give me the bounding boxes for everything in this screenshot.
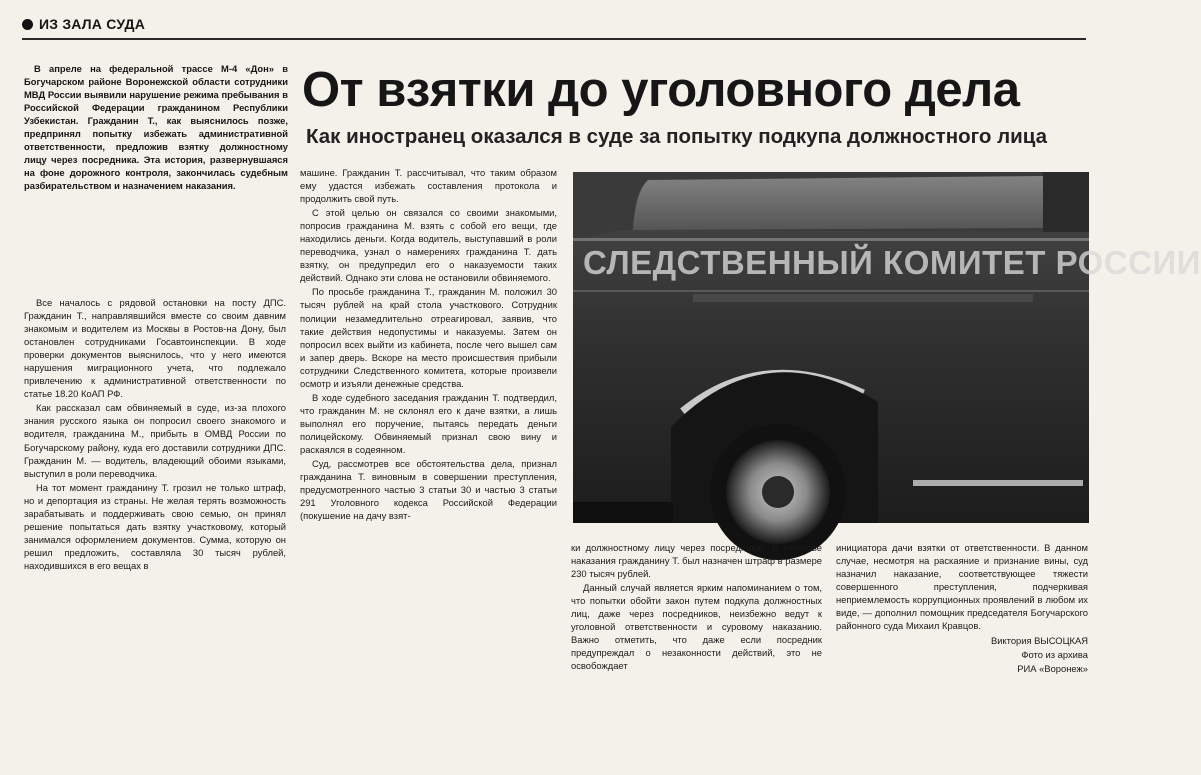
author-signature: Виктория ВЫСОЦКАЯ [990,635,1088,647]
column-3 [571,541,822,673]
column-2 [300,166,557,523]
paragraph: Все началось с рядовой остановки на посту ДПС. Гражданин Т., направлявшийся вместе со своим давним знакомым и водителем из Москвы в Ростов-на Дону, был остановлен сотрудниками Госавтоинспекции. В ходе проверки документов выяснилось, что у него имеются нарушения миграционного учета, что подлежало привлечению к административной ответственности по статье 18.20 КоАП РФ. [24,297,286,400]
vehicle-lettering: СЛЕДСТВЕННЫЙ КОМИТЕТ РОССИИ [583,244,1201,281]
photo-credit-source: РИА «Воронеж» [1017,663,1088,675]
article-subtitle: Как иностранец оказался в суде за попытку подкупа должностного лица [306,125,1047,148]
column-1 [24,296,286,573]
photo-credit: Фото из архива [1021,649,1088,661]
rubric-divider [22,38,1086,40]
rubric-label: ИЗ ЗАЛА СУДА [39,16,146,32]
article-title: От взятки до уголовного дела [302,63,1020,117]
paragraph: машине. Гражданин Т. рассчитывал, что таким образом ему удастся избежать составления протокола и продолжить свой путь. [300,167,557,205]
column-4 [836,541,1088,676]
paragraph: Суд, рассмотрев все обстоятельства дела, признал гражданина Т. виновным в совершении преступления, предусмотренного частью 3 статьи 30 и частью 3 статьи 291 Уголовного кодекса Российской Федерации (покушение на дачу взят- [300,458,557,522]
paragraph: По просьбе гражданина Т., гражданин М. положил 30 тысяч рублей на край стола участкового. Сотрудник полиции незамедлительно отреагировал, заявив, что такие действия недопустимы и наказуемы. Затем он попросил всех выйти из кабинета, после чего вышел сам и запер дверь. Вскоре на место происшествия прибыли сотрудники Следственного комитета, которые произвели осмотр и изъяли денежные средства. [300,286,557,389]
article-lead: В апреле на федеральной трассе М-4 «Дон» в Богучарском районе Воронежской области сотрудники МВД России выявили нарушение режима пребывания в Российской Федерации гражданином Республики Узбекистан. Гражданин Т., как выяснилось позже, предпринял попытку избежать административной ответственности, предложив взятку должностному лицу через посредника. Эта история, развернувшаяся на фоне дорожного контроля, закончилась судебным разбирательством и назначением наказания. [24,63,288,192]
paragraph: инициатора дачи взятки от ответственности. В данном случае, несмотря на раскаяние и признание вины, суд назначил наказание, соответствующее тяжести совершенного преступления, подчеркивая неприемлемость коррупционных проявлений в любом их виде, — дополнил помощник председателя Богучарского районного суда Михаил Кравцов. [836,542,1088,632]
paragraph: ки должностному лицу через посредника). В качестве наказания гражданину Т. был назначен штраф в размере 230 тысяч рублей. [571,542,822,580]
article-photo [573,172,1201,523]
vehicle-photo [573,172,1201,523]
paragraph: В ходе судебного заседания гражданин Т. подтвердил, что гражданин М. не склонял его к даче взятки, а лишь выполнял его поручение, пытаясь передать деньги полицейскому. Обвиняемый признал свою вину и раскаялся в содеянном. [300,391,557,455]
paragraph: Данный случай является ярким напоминанием о том, что попытки обойти закон путем подкупа должностных лиц, даже через посредников, неизбежно ведут к уголовной ответственности и суровому наказанию. Важно отметить, что даже если посредник предупреждал о незаконности действий, это не освобождает [571,582,822,672]
paragraph: С этой целью он связался со своими знакомыми, попросив гражданина М. взять с собой его вещи, где находились деньги. Когда водитель, выступавший в роли переводчика, узнал о намерениях гражданина Т. дать взятку, он предупредил его о наказуемости таких действий. Однако эти слова не остановили обвиняемого. [300,207,557,284]
paragraph: Как рассказал сам обвиняемый в суде, из-за плохого знания русского языка он попросил своего знакомого и водителя, гражданина М., прибыть в ОМВД России по Богучарскому району, куда его доставили сотрудники ДПС. Гражданин М. — водитель, владеющий обоими языками, выступил в роли переводчика. [24,402,286,479]
paragraph: На тот момент гражданину Т. грозил не только штраф, но и депортация из страны. Не желая терять возможность зарабатывать и поддерживать свою семью, он принял решение попытаться дать взятку участковому, который занимался оформлением документов. Сумма, которую он решил предложить, составляла 30 тысяч рублей, находившихся в его вещах в [24,481,286,571]
section-rubric [22,16,145,32]
bullet-icon [22,19,33,30]
